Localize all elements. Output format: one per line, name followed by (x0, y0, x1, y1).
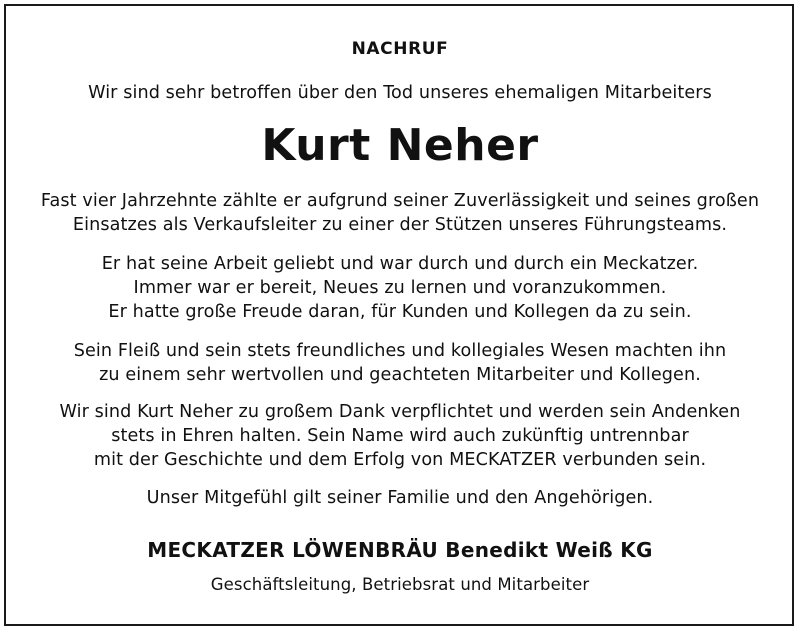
paragraph-2-line-2: Immer war er bereit, Neues zu lernen und voranzukommen. (133, 278, 667, 298)
paragraph-4-line-3: mit der Geschichte und dem Erfolg von MECKATZER verbunden sein. (93, 450, 707, 470)
company-name: MECKATZER LÖWENBRÄU Benedikt Weiß KG (147, 538, 653, 562)
paragraph-2-line-1: Er hat seine Arbeit geliebt und war durch und durch ein Meckatzer. (101, 254, 699, 274)
deceased-name: Kurt Neher (261, 120, 539, 171)
paragraph-3-line-2: zu einem sehr wertvollen und geachteten Mitarbeiter und Kollegen. (99, 365, 701, 385)
signatories: Geschäftsleitung, Betriebsrat und Mitarbeiter (210, 575, 590, 594)
notice-heading: NACHRUF (351, 39, 449, 59)
paragraph-4-line-1: Wir sind Kurt Neher zu großem Dank verpflichtet und werden sein Andenken (59, 402, 741, 422)
paragraph-5-line-1: Unser Mitgefühl gilt seiner Familie und den Angehörigen. (146, 488, 654, 508)
paragraph-4-line-2: stets in Ehren halten. Sein Name wird auch zukünftig untrennbar (111, 426, 689, 446)
paragraph-1-line-1: Fast vier Jahrzehnte zählte er aufgrund seiner Zuverlässigkeit und seines großen (40, 191, 760, 211)
intro-text: Wir sind sehr betroffen über den Tod unseres ehemaligen Mitarbeiters (88, 83, 712, 103)
paragraph-1-line-2: Einsatzes als Verkaufsleiter zu einer der Stützen unseres Führungsteams. (72, 215, 728, 235)
paragraph-3-line-1: Sein Fleiß und sein stets freundliches und kollegiales Wesen machten ihn (73, 341, 727, 361)
paragraph-2-line-3: Er hatte große Freude daran, für Kunden und Kollegen da zu sein. (108, 302, 692, 322)
